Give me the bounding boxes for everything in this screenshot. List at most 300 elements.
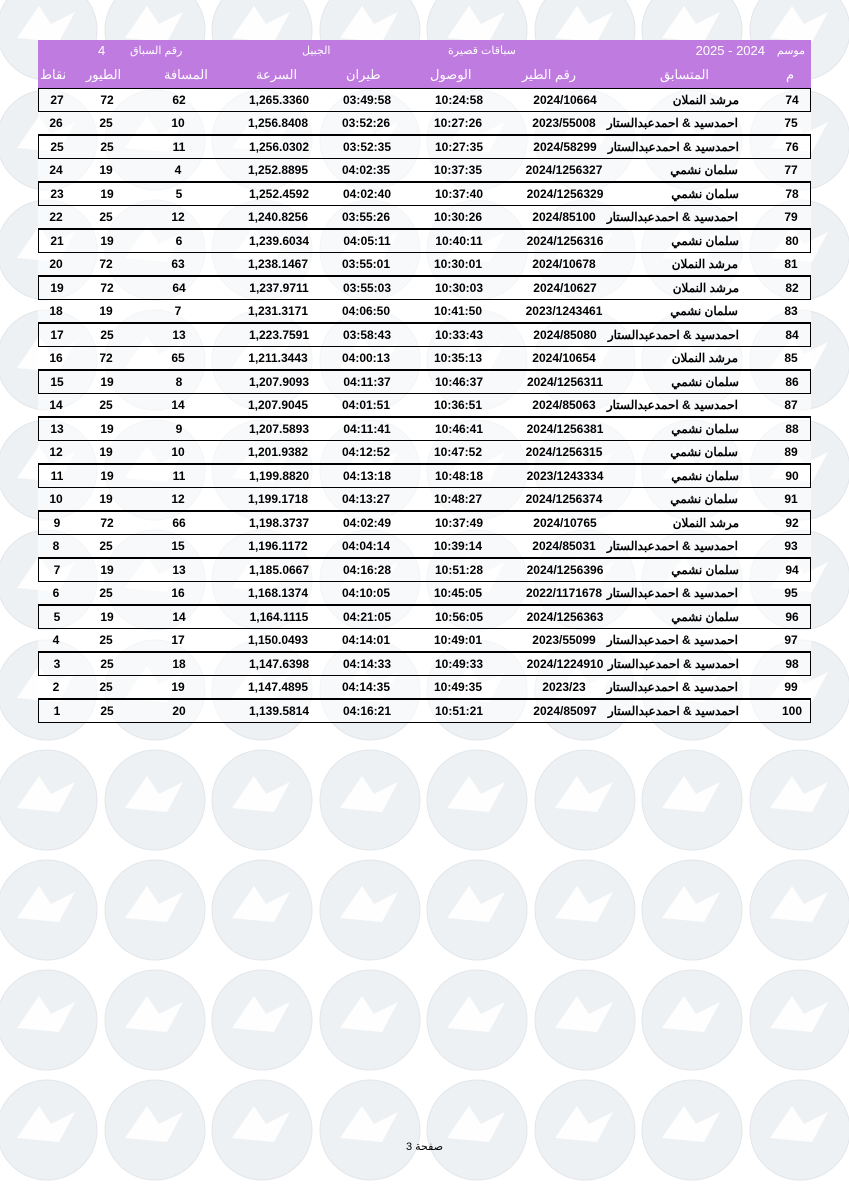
cell-speed: 1,240.8256 (247, 210, 309, 224)
cell-ring-number: 2023/55099 (532, 633, 596, 647)
watermark-logo-icon (320, 970, 420, 1070)
cell-competitor-name: احمدسيد & احمدعبدالستار (607, 657, 739, 671)
cell-flight-time: 04:14:01 (341, 633, 391, 647)
cell-competitor-name: مرشد النملان (671, 351, 738, 365)
cell-distance: 18 (172, 657, 186, 671)
cell-birds: 25 (100, 140, 114, 154)
cell-points: 22 (49, 210, 63, 224)
cell-distance: 11 (172, 469, 186, 483)
cell-competitor-name: مرشد النملان (672, 281, 739, 295)
race-type: سباقات قصيرة (448, 45, 516, 57)
cell-arrival-time: 10:39:14 (433, 539, 483, 553)
cell-birds: 72 (100, 516, 114, 530)
cell-competitor-name: احمدسيد & احمدعبدالستار (606, 633, 738, 647)
cell-birds: 72 (99, 351, 113, 365)
cell-ring-number: 2024/10678 (532, 257, 596, 271)
cell-birds: 19 (100, 234, 114, 248)
cell-ring-number: 2024/1256363 (526, 610, 604, 624)
cell-flight-time: 03:49:58 (342, 93, 392, 107)
cell-birds: 25 (99, 398, 113, 412)
watermark-logo-icon (320, 1080, 420, 1180)
watermark-logo-icon (535, 1080, 635, 1180)
cell-arrival-time: 10:47:52 (433, 445, 483, 459)
cell-arrival-time: 10:41:50 (433, 304, 483, 318)
watermark-logo-icon (642, 860, 742, 960)
cell-ring-number: 2024/1256316 (526, 234, 604, 248)
cell-ring-number: 2024/85097 (533, 704, 597, 718)
cell-distance: 65 (171, 351, 185, 365)
cell-distance: 7 (174, 304, 182, 318)
col-competitor: المتسابق (660, 67, 710, 82)
cell-competitor-name: سلمان نشمي (670, 304, 738, 318)
cell-ring-number: 2023/1243334 (526, 469, 604, 483)
cell-speed: 1,207.9093 (248, 375, 310, 389)
cell-competitor-name: سلمان نشمي (670, 163, 738, 177)
cell-distance: 12 (171, 492, 185, 506)
watermark-logo-icon (535, 750, 635, 850)
watermark-logo-icon (320, 860, 420, 960)
season-label: موسم (776, 45, 805, 57)
cell-distance: 15 (171, 539, 185, 553)
cell-arrival-time: 10:37:35 (433, 163, 483, 177)
watermark-logo-icon (427, 1080, 527, 1180)
cell-ring-number: 2024/85100 (532, 210, 596, 224)
table-row (38, 699, 811, 723)
cell-points: 13 (50, 422, 64, 436)
cell-speed: 1,185.0667 (248, 563, 310, 577)
watermark-logo-icon (535, 860, 635, 960)
cell-rank: 86 (785, 375, 799, 389)
cell-flight-time: 04:06:50 (341, 304, 391, 318)
col-rank: م (786, 67, 795, 82)
watermark-logo-icon (105, 970, 205, 1070)
cell-ring-number: 2024/10664 (533, 93, 597, 107)
watermark-logo-icon (0, 860, 97, 960)
table-row (38, 629, 811, 652)
cell-points: 5 (53, 610, 61, 624)
cell-points: 26 (49, 116, 63, 130)
col-flight: طيران (346, 67, 381, 82)
cell-competitor-name: احمدسيد & احمدعبدالستار (606, 586, 738, 600)
cell-speed: 1,252.4592 (248, 187, 310, 201)
cell-flight-time: 04:00:13 (341, 351, 391, 365)
cell-speed: 1,211.3443 (248, 351, 308, 365)
cell-competitor-name: سلمان نشمي (671, 563, 739, 577)
table-row (38, 206, 811, 229)
cell-competitor-name: سلمان نشمي (671, 422, 739, 436)
cell-ring-number: 2024/10654 (532, 351, 596, 365)
cell-distance: 13 (172, 563, 186, 577)
column-header-row (38, 60, 811, 88)
cell-competitor-name: احمدسيد & احمدعبدالستار (607, 140, 739, 154)
cell-competitor-name: احمدسيد & احمدعبدالستار (607, 704, 739, 718)
cell-competitor-name: احمدسيد & احمدعبدالستار (606, 680, 738, 694)
col-points: نقاط (40, 67, 67, 82)
cell-competitor-name: سلمان نشمي (671, 469, 739, 483)
cell-ring-number: 2024/85080 (533, 328, 597, 342)
cell-distance: 14 (171, 398, 185, 412)
cell-points: 17 (50, 328, 64, 342)
col-ring: رقم الطير (522, 67, 577, 82)
table-row (38, 229, 811, 253)
table-row (38, 582, 811, 605)
cell-speed: 1,196.1172 (248, 539, 308, 553)
cell-competitor-name: سلمان نشمي (670, 445, 738, 459)
cell-arrival-time: 10:27:26 (433, 116, 483, 130)
cell-rank: 93 (784, 539, 798, 553)
watermark-logo-icon (427, 860, 527, 960)
cell-speed: 1,256.8408 (247, 116, 309, 130)
cell-rank: 84 (785, 328, 799, 342)
col-arrival: الوصول (430, 67, 472, 82)
cell-points: 12 (49, 445, 63, 459)
cell-flight-time: 04:02:35 (341, 163, 391, 177)
cell-distance: 14 (172, 610, 186, 624)
cell-speed: 1,207.5893 (248, 422, 310, 436)
watermark-logo-icon (750, 750, 849, 850)
cell-rank: 98 (785, 657, 799, 671)
cell-ring-number: 2024/1256311 (526, 375, 604, 389)
watermark-logo-icon (212, 1080, 312, 1180)
cell-competitor-name: مرشد النملان (672, 516, 739, 530)
cell-distance: 4 (174, 163, 182, 177)
cell-flight-time: 04:13:27 (341, 492, 391, 506)
cell-distance: 64 (172, 281, 186, 295)
race-location: الجبيل (302, 45, 331, 57)
table-row (38, 370, 811, 394)
cell-points: 1 (53, 704, 61, 718)
cell-points: 24 (49, 163, 63, 177)
cell-birds: 72 (100, 281, 114, 295)
col-speed: السرعة (256, 67, 298, 82)
cell-arrival-time: 10:37:49 (434, 516, 484, 530)
cell-arrival-time: 10:37:40 (434, 187, 484, 201)
cell-flight-time: 03:52:35 (342, 140, 392, 154)
cell-arrival-time: 10:35:13 (433, 351, 483, 365)
cell-distance: 8 (175, 375, 183, 389)
cell-flight-time: 04:14:35 (341, 680, 391, 694)
cell-arrival-time: 10:30:03 (434, 281, 484, 295)
cell-birds: 19 (100, 187, 114, 201)
cell-arrival-time: 10:27:35 (434, 140, 484, 154)
cell-distance: 11 (172, 140, 186, 154)
cell-birds: 25 (99, 116, 113, 130)
cell-rank: 77 (784, 163, 798, 177)
cell-birds: 25 (99, 586, 113, 600)
table-row (38, 253, 811, 276)
watermark-logo-icon (642, 1080, 742, 1180)
cell-flight-time: 04:13:18 (342, 469, 392, 483)
cell-birds: 19 (99, 445, 113, 459)
cell-speed: 1,199.1718 (247, 492, 309, 506)
table-row (38, 394, 811, 417)
table-row (38, 652, 811, 676)
cell-speed: 1,265.3360 (248, 93, 310, 107)
watermark-logo-icon (642, 970, 742, 1070)
table-row (38, 464, 811, 488)
cell-arrival-time: 10:45:05 (433, 586, 483, 600)
cell-ring-number: 2024/1256396 (526, 563, 604, 577)
cell-arrival-time: 10:40:11 (435, 234, 483, 248)
cell-competitor-name: سلمان نشمي (671, 610, 739, 624)
race-number: 4 (98, 43, 106, 58)
season-value: 2025 - 2024 (695, 43, 765, 58)
cell-birds: 25 (100, 704, 114, 718)
cell-ring-number: 2023/23 (542, 680, 586, 694)
cell-arrival-time: 10:48:27 (433, 492, 483, 506)
cell-ring-number: 2024/85063 (532, 398, 596, 412)
race-number-label: رقم السباق (130, 45, 183, 57)
cell-points: 8 (52, 539, 60, 553)
cell-speed: 1,238.1467 (247, 257, 309, 271)
cell-distance: 5 (175, 187, 183, 201)
cell-distance: 13 (172, 328, 186, 342)
cell-birds: 25 (99, 633, 113, 647)
table-row (38, 182, 811, 206)
col-distance: المسافة (164, 67, 208, 82)
cell-flight-time: 04:16:28 (342, 563, 392, 577)
watermark-logo-icon (0, 750, 97, 850)
cell-ring-number: 2024/1256327 (525, 163, 603, 177)
results-table (38, 40, 811, 723)
cell-flight-time: 03:55:03 (342, 281, 392, 295)
table-row (38, 323, 811, 347)
watermark-logo-icon (212, 970, 312, 1070)
watermark-logo-icon (427, 970, 527, 1070)
cell-flight-time: 04:10:05 (341, 586, 391, 600)
cell-rank: 79 (784, 210, 798, 224)
cell-points: 3 (53, 657, 61, 671)
cell-distance: 10 (171, 116, 185, 130)
cell-rank: 76 (785, 140, 799, 154)
cell-birds: 25 (99, 539, 113, 553)
watermark-logo-icon (535, 970, 635, 1070)
cell-birds: 19 (100, 422, 114, 436)
cell-points: 21 (50, 234, 64, 248)
table-row (38, 347, 811, 370)
results-rows (38, 88, 811, 723)
cell-arrival-time: 10:46:37 (434, 375, 484, 389)
cell-points: 20 (49, 257, 63, 271)
cell-birds: 25 (99, 210, 113, 224)
cell-ring-number: 2024/1224910 (526, 657, 604, 671)
cell-birds: 72 (99, 257, 113, 271)
cell-points: 9 (53, 516, 61, 530)
cell-speed: 1,207.9045 (247, 398, 309, 412)
cell-rank: 96 (785, 610, 799, 624)
cell-speed: 1,239.6034 (248, 234, 310, 248)
cell-flight-time: 04:11:41 (343, 422, 391, 436)
cell-speed: 1,231.3171 (247, 304, 309, 318)
cell-points: 18 (49, 304, 63, 318)
table-row (38, 441, 811, 464)
cell-competitor-name: احمدسيد & احمدعبدالستار (606, 539, 738, 553)
cell-rank: 87 (784, 398, 798, 412)
cell-speed: 1,201.9382 (247, 445, 309, 459)
cell-rank: 97 (784, 633, 798, 647)
cell-points: 2 (52, 680, 60, 694)
cell-rank: 90 (785, 469, 799, 483)
cell-speed: 1,139.5814 (248, 704, 310, 718)
cell-rank: 80 (785, 234, 799, 248)
cell-arrival-time: 10:49:35 (433, 680, 483, 694)
cell-competitor-name: احمدسيد & احمدعبدالستار (606, 116, 738, 130)
cell-speed: 1,223.7591 (248, 328, 310, 342)
cell-birds: 19 (99, 492, 113, 506)
cell-birds: 19 (100, 563, 114, 577)
watermark-logo-icon (320, 750, 420, 850)
watermark-logo-icon (105, 860, 205, 960)
cell-speed: 1,164.1115 (249, 610, 309, 624)
cell-distance: 16 (171, 586, 185, 600)
cell-speed: 1,147.4895 (247, 680, 309, 694)
watermark-logo-icon (105, 750, 205, 850)
table-row (38, 417, 811, 441)
table-row (38, 676, 811, 699)
cell-arrival-time: 10:30:26 (433, 210, 483, 224)
watermark-logo-icon (750, 970, 849, 1070)
cell-rank: 81 (784, 257, 798, 271)
cell-points: 16 (49, 351, 63, 365)
watermark-logo-icon (105, 1080, 205, 1180)
cell-birds: 19 (100, 375, 114, 389)
cell-points: 23 (50, 187, 64, 201)
cell-points: 6 (52, 586, 60, 600)
cell-rank: 95 (784, 586, 798, 600)
cell-rank: 92 (785, 516, 799, 530)
cell-arrival-time: 10:46:41 (434, 422, 484, 436)
cell-ring-number: 2024/10627 (533, 281, 597, 295)
cell-rank: 85 (784, 351, 798, 365)
col-birds: الطيور (86, 67, 122, 82)
cell-ring-number: 2024/58299 (533, 140, 597, 154)
cell-speed: 1,252.8895 (247, 163, 309, 177)
cell-points: 4 (52, 633, 60, 647)
table-row (38, 159, 811, 182)
cell-flight-time: 03:55:01 (341, 257, 391, 271)
cell-rank: 88 (785, 422, 799, 436)
cell-competitor-name: سلمان نشمي (671, 187, 739, 201)
table-row (38, 558, 811, 582)
cell-flight-time: 04:05:11 (343, 234, 391, 248)
table-row (38, 112, 811, 135)
cell-distance: 12 (171, 210, 185, 224)
cell-flight-time: 03:58:43 (342, 328, 392, 342)
cell-rank: 78 (785, 187, 799, 201)
cell-points: 27 (50, 93, 64, 107)
page-number: صفحة 3 (405, 1141, 444, 1153)
watermark-logo-icon (212, 750, 312, 850)
cell-ring-number: 2024/1256381 (526, 422, 604, 436)
cell-speed: 1,150.0493 (247, 633, 309, 647)
table-row (38, 135, 811, 159)
cell-arrival-time: 10:48:18 (434, 469, 484, 483)
cell-birds: 72 (100, 93, 114, 107)
cell-competitor-name: احمدسيد & احمدعبدالستار (607, 328, 739, 342)
cell-distance: 10 (171, 445, 185, 459)
cell-flight-time: 04:01:51 (341, 398, 391, 412)
cell-speed: 1,198.3737 (248, 516, 310, 530)
cell-arrival-time: 10:33:43 (434, 328, 484, 342)
table-row (38, 88, 811, 112)
cell-distance: 19 (171, 680, 185, 694)
cell-flight-time: 04:14:33 (342, 657, 392, 671)
cell-competitor-name: سلمان نشمي (671, 234, 739, 248)
cell-competitor-name: احمدسيد & احمدعبدالستار (606, 398, 738, 412)
cell-arrival-time: 10:56:05 (434, 610, 484, 624)
watermark-logo-icon (212, 860, 312, 960)
cell-distance: 9 (175, 422, 183, 436)
cell-birds: 19 (99, 163, 113, 177)
cell-flight-time: 04:11:37 (343, 375, 391, 389)
watermark-logo-icon (427, 750, 527, 850)
cell-speed: 1,147.6398 (248, 657, 310, 671)
watermark-logo-icon (0, 970, 97, 1070)
cell-rank: 74 (785, 93, 799, 107)
cell-birds: 19 (99, 304, 113, 318)
cell-flight-time: 04:04:14 (341, 539, 391, 553)
cell-competitor-name: مرشد النملان (672, 93, 739, 107)
header-info-bar (38, 40, 811, 60)
cell-competitor-name: سلمان نشمي (671, 375, 739, 389)
cell-ring-number: 2023/1243461 (525, 304, 603, 318)
cell-ring-number: 2024/1256329 (526, 187, 604, 201)
cell-flight-time: 04:21:05 (342, 610, 392, 624)
cell-distance: 6 (175, 234, 183, 248)
table-row (38, 276, 811, 300)
cell-rank: 100 (781, 704, 803, 718)
cell-ring-number: 2023/55008 (532, 116, 596, 130)
cell-points: 10 (49, 492, 63, 506)
cell-distance: 20 (172, 704, 186, 718)
cell-flight-time: 03:52:26 (341, 116, 391, 130)
cell-speed: 1,237.9711 (249, 281, 309, 295)
cell-arrival-time: 10:30:01 (433, 257, 483, 271)
cell-ring-number: 2024/1256374 (525, 492, 603, 506)
cell-rank: 94 (785, 563, 799, 577)
watermark-logo-icon (750, 860, 849, 960)
cell-ring-number: 2024/1256315 (525, 445, 603, 459)
cell-distance: 17 (171, 633, 185, 647)
cell-rank: 75 (784, 116, 798, 130)
cell-competitor-name: احمدسيد & احمدعبدالستار (606, 210, 738, 224)
cell-flight-time: 04:16:21 (342, 704, 392, 718)
cell-rank: 89 (784, 445, 798, 459)
cell-ring-number: 2024/10765 (533, 516, 597, 530)
cell-points: 14 (49, 398, 63, 412)
cell-points: 7 (53, 563, 61, 577)
cell-birds: 25 (99, 680, 113, 694)
cell-rank: 82 (785, 281, 799, 295)
cell-points: 19 (50, 281, 64, 295)
cell-birds: 19 (100, 469, 114, 483)
table-row (38, 605, 811, 629)
cell-rank: 99 (784, 680, 798, 694)
watermark-logo-icon (750, 1080, 849, 1180)
cell-points: 15 (50, 375, 64, 389)
cell-arrival-time: 10:24:58 (434, 93, 484, 107)
cell-flight-time: 04:02:49 (342, 516, 392, 530)
cell-arrival-time: 10:51:28 (434, 563, 484, 577)
cell-birds: 25 (100, 328, 114, 342)
cell-speed: 1,199.8820 (248, 469, 310, 483)
cell-arrival-time: 10:51:21 (434, 704, 484, 718)
cell-ring-number: 2022/1171678 (525, 586, 603, 600)
watermark-logo-icon (642, 750, 742, 850)
cell-competitor-name: مرشد النملان (671, 257, 738, 271)
table-row (38, 488, 811, 511)
cell-flight-time: 04:02:40 (342, 187, 392, 201)
